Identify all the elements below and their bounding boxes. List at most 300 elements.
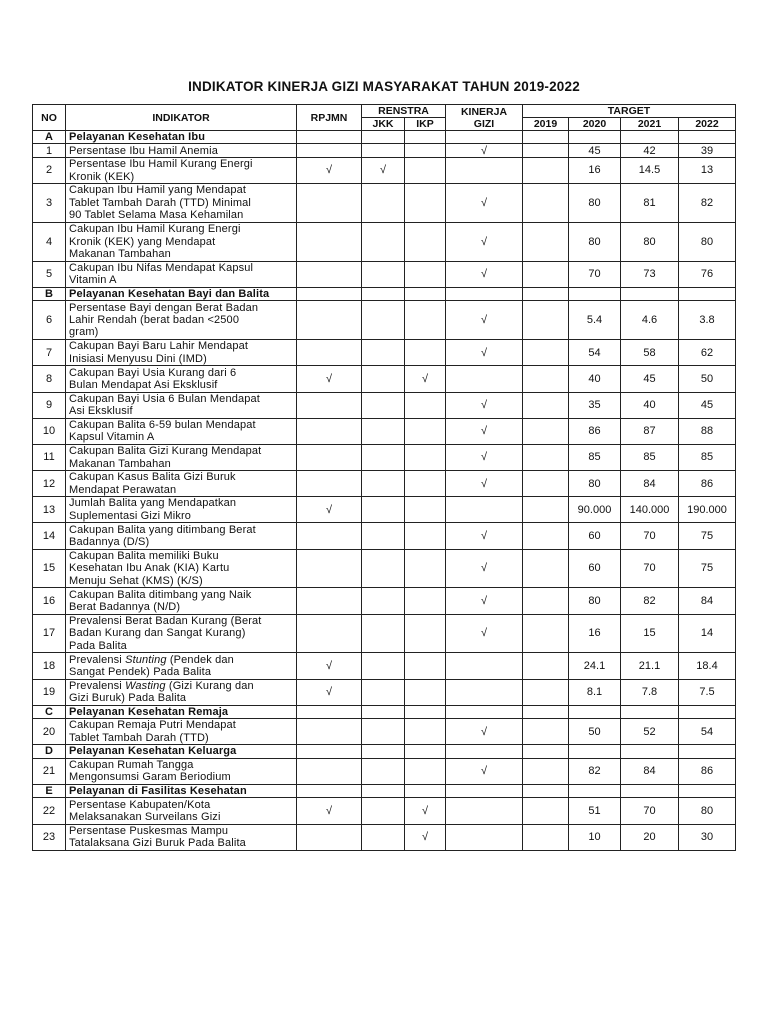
indicator-line: Melaksanakan Surveilans Gizi <box>69 811 221 824</box>
italic-term: Stunting <box>125 653 167 666</box>
section-title: Pelayanan Kesehatan Ibu <box>66 131 297 144</box>
empty-cell <box>405 785 446 798</box>
target-2021: 70 <box>621 549 679 588</box>
empty-cell <box>569 287 621 300</box>
target-2022: 86 <box>679 471 736 497</box>
ikp-check <box>405 444 446 470</box>
rpjmn-check <box>297 340 362 366</box>
section-title: Pelayanan di Fasilitas Kesehatan <box>66 785 297 798</box>
target-2022: 75 <box>679 549 736 588</box>
target-2019 <box>523 222 569 261</box>
row-no: 5 <box>33 261 66 287</box>
ikp-check: √ <box>405 824 446 850</box>
indicator-line: Cakupan Balita 6-59 bulan Mendapat <box>69 418 256 431</box>
indicator-name <box>66 184 297 223</box>
kinerja-gizi-check: √ <box>446 549 523 588</box>
kinerja-gizi-check: √ <box>446 523 523 549</box>
target-2019 <box>523 471 569 497</box>
empty-cell <box>569 705 621 718</box>
target-2022: 86 <box>679 758 736 784</box>
table-body <box>33 131 736 851</box>
target-2022: 80 <box>679 798 736 824</box>
kinerja-gizi-check <box>446 798 523 824</box>
header-indikator: INDIKATOR <box>66 105 297 131</box>
target-2020: 82 <box>569 758 621 784</box>
jkk-check <box>362 392 405 418</box>
row-no: 6 <box>33 301 66 340</box>
target-2021: 82 <box>621 588 679 614</box>
target-2021: 58 <box>621 340 679 366</box>
empty-cell <box>297 287 362 300</box>
indicator-line: Menuju Sehat (KMS) (K/S) <box>69 574 203 587</box>
ikp-check <box>405 523 446 549</box>
target-2022: 85 <box>679 444 736 470</box>
rpjmn-check: √ <box>297 798 362 824</box>
rpjmn-check: √ <box>297 158 362 184</box>
indicator-line: Mengonsumsi Garam Beriodium <box>69 771 231 784</box>
kinerja-gizi-check <box>446 158 523 184</box>
empty-cell <box>446 705 523 718</box>
indicator-line: Kronik (KEK) yang Mendapat <box>69 235 216 248</box>
empty-cell <box>523 131 569 144</box>
empty-cell <box>297 131 362 144</box>
kinerja-gizi-check: √ <box>446 261 523 287</box>
table-row <box>33 758 736 784</box>
empty-cell <box>621 131 679 144</box>
target-2022: 39 <box>679 144 736 158</box>
target-2020: 80 <box>569 588 621 614</box>
empty-cell <box>446 785 523 798</box>
row-no: 3 <box>33 184 66 223</box>
jkk-check <box>362 301 405 340</box>
target-2020: 85 <box>569 444 621 470</box>
indicator-line: Cakupan Balita yang ditimbang Berat <box>69 523 256 536</box>
target-2021: 73 <box>621 261 679 287</box>
kinerja-gizi-check: √ <box>446 471 523 497</box>
empty-cell <box>446 745 523 758</box>
indicator-line: Vitamin A <box>69 274 117 287</box>
target-2019 <box>523 523 569 549</box>
target-2019 <box>523 184 569 223</box>
indicator-line: Badannya (D/S) <box>69 536 150 549</box>
empty-cell <box>297 745 362 758</box>
empty-cell <box>405 287 446 300</box>
target-2020: 16 <box>569 158 621 184</box>
indicator-line: Cakupan Bayi Usia 6 Bulan Mendapat <box>69 392 260 405</box>
target-2019 <box>523 588 569 614</box>
section-title: Pelayanan Kesehatan Remaja <box>66 705 297 718</box>
target-2021: 40 <box>621 392 679 418</box>
empty-cell <box>569 785 621 798</box>
header-2022: 2022 <box>679 118 736 131</box>
target-2020: 80 <box>569 184 621 223</box>
target-2019 <box>523 653 569 679</box>
table-row <box>33 444 736 470</box>
indicator-line: Cakupan Ibu Hamil Kurang Energi <box>69 223 241 236</box>
ikp-check: √ <box>405 366 446 392</box>
table-row <box>33 497 736 523</box>
kinerja-gizi-check: √ <box>446 719 523 745</box>
row-no: 1 <box>33 144 66 158</box>
header-renstra: RENSTRA <box>362 105 446 118</box>
rpjmn-check <box>297 824 362 850</box>
jkk-check <box>362 471 405 497</box>
row-no: 2 <box>33 158 66 184</box>
target-2022: 7.5 <box>679 679 736 705</box>
empty-cell <box>405 131 446 144</box>
kinerja-gizi-check: √ <box>446 444 523 470</box>
kinerja-gizi-check: √ <box>446 184 523 223</box>
target-2021: 84 <box>621 471 679 497</box>
table-header <box>33 105 736 131</box>
jkk-check <box>362 222 405 261</box>
jkk-check <box>362 418 405 444</box>
rpjmn-check: √ <box>297 653 362 679</box>
target-2019 <box>523 614 569 653</box>
target-2021: 52 <box>621 719 679 745</box>
jkk-check <box>362 824 405 850</box>
target-2021: 21.1 <box>621 653 679 679</box>
indicator-line: Bulan Mendapat Asi Eksklusif <box>69 378 218 391</box>
header-ikp: IKP <box>405 118 446 131</box>
empty-cell <box>446 287 523 300</box>
empty-cell <box>569 131 621 144</box>
indicator-line: Cakupan Remaja Putri Mendapat <box>69 719 236 732</box>
target-2019 <box>523 301 569 340</box>
ikp-check <box>405 184 446 223</box>
target-2020: 8.1 <box>569 679 621 705</box>
ikp-check <box>405 758 446 784</box>
indicator-line: Tablet Tambah Darah (TTD) Minimal <box>69 196 252 209</box>
indicator-line: Mendapat Perawatan <box>69 483 177 496</box>
table-row <box>33 418 736 444</box>
empty-cell <box>362 705 405 718</box>
table-row <box>33 392 736 418</box>
row-no: 18 <box>33 653 66 679</box>
kinerja-gizi-check: √ <box>446 588 523 614</box>
table-row <box>33 588 736 614</box>
header-2021: 2021 <box>621 118 679 131</box>
row-no: 12 <box>33 471 66 497</box>
indicator-line: Cakupan Bayi Usia Kurang dari 6 <box>69 366 237 379</box>
section-title: Pelayanan Kesehatan Keluarga <box>66 745 297 758</box>
target-2021: 81 <box>621 184 679 223</box>
kinerja-gizi-check: √ <box>446 222 523 261</box>
target-2022: 54 <box>679 719 736 745</box>
indicator-line: Kronik (KEK) <box>69 170 135 183</box>
section-code: D <box>33 745 66 758</box>
indicator-name <box>66 366 297 392</box>
target-2019 <box>523 158 569 184</box>
target-2022: 13 <box>679 158 736 184</box>
rpjmn-check <box>297 719 362 745</box>
section-row <box>33 287 736 300</box>
target-2020: 45 <box>569 144 621 158</box>
target-2021: 87 <box>621 418 679 444</box>
rpjmn-check <box>297 549 362 588</box>
row-no: 19 <box>33 679 66 705</box>
indicator-name <box>66 392 297 418</box>
ikp-check <box>405 301 446 340</box>
row-no: 22 <box>33 798 66 824</box>
indicator-line: gram) <box>69 326 99 339</box>
target-2021: 70 <box>621 798 679 824</box>
ikp-check <box>405 144 446 158</box>
section-code: C <box>33 705 66 718</box>
row-no: 21 <box>33 758 66 784</box>
target-2022: 45 <box>679 392 736 418</box>
empty-cell <box>362 287 405 300</box>
target-2020: 86 <box>569 418 621 444</box>
kinerja-gizi-check: √ <box>446 614 523 653</box>
indicator-line: Prevalensi Wasting (Gizi Kurang dan <box>69 679 254 692</box>
target-2019 <box>523 798 569 824</box>
table-row <box>33 523 736 549</box>
target-2020: 24.1 <box>569 653 621 679</box>
indicator-line: Pada Balita <box>69 639 127 652</box>
target-2019 <box>523 497 569 523</box>
empty-cell <box>679 705 736 718</box>
target-2022: 82 <box>679 184 736 223</box>
header-kinerja-gizi <box>446 105 523 131</box>
header-target: TARGET <box>523 105 736 118</box>
indicator-line: Prevalensi Berat Badan Kurang (Berat <box>69 614 262 627</box>
indicator-line: Lahir Rendah (berat badan <2500 <box>69 314 240 327</box>
ikp-check: √ <box>405 798 446 824</box>
header-rpjmn: RPJMN <box>297 105 362 131</box>
jkk-check <box>362 366 405 392</box>
indicator-name <box>66 471 297 497</box>
section-row <box>33 785 736 798</box>
jkk-check <box>362 261 405 287</box>
rpjmn-check <box>297 301 362 340</box>
empty-cell <box>679 287 736 300</box>
jkk-check <box>362 798 405 824</box>
kinerja-gizi-check: √ <box>446 301 523 340</box>
target-2020: 51 <box>569 798 621 824</box>
document-title: INDIKATOR KINERJA GIZI MASYARAKAT TAHUN 2019-2022 <box>188 79 580 94</box>
table-row <box>33 679 736 705</box>
header-kinerja: KINERJA <box>460 105 508 118</box>
empty-cell <box>446 131 523 144</box>
indicator-name <box>66 261 297 287</box>
rpjmn-check <box>297 222 362 261</box>
empty-cell <box>679 785 736 798</box>
target-2021: 45 <box>621 366 679 392</box>
target-2020: 80 <box>569 471 621 497</box>
jkk-check <box>362 184 405 223</box>
kinerja-gizi-check <box>446 653 523 679</box>
rpjmn-check <box>297 444 362 470</box>
section-code: A <box>33 131 66 144</box>
indicator-name <box>66 679 297 705</box>
indicator-line: Cakupan Balita Gizi Kurang Mendapat <box>69 445 262 458</box>
ikp-check <box>405 497 446 523</box>
section-row <box>33 131 736 144</box>
jkk-check <box>362 758 405 784</box>
jkk-check <box>362 679 405 705</box>
ikp-check <box>405 392 446 418</box>
table-row <box>33 824 736 850</box>
rpjmn-check <box>297 392 362 418</box>
empty-cell <box>569 745 621 758</box>
target-2020: 16 <box>569 614 621 653</box>
target-2022: 18.4 <box>679 653 736 679</box>
indicator-line: Cakupan Balita memiliki Buku <box>69 549 219 562</box>
row-no: 23 <box>33 824 66 850</box>
indicator-name <box>66 549 297 588</box>
target-2021: 140.000 <box>621 497 679 523</box>
indicator-line: Kesehatan Ibu Anak (KIA) Kartu <box>69 562 230 575</box>
target-2019 <box>523 261 569 287</box>
italic-term: Wasting <box>125 679 166 692</box>
indicator-line: Gizi Buruk) Pada Balita <box>69 692 187 705</box>
target-2020: 35 <box>569 392 621 418</box>
section-row <box>33 745 736 758</box>
indicator-line: Sangat Pendek) Pada Balita <box>69 666 212 679</box>
ikp-check <box>405 679 446 705</box>
indicator-name <box>66 497 297 523</box>
target-2019 <box>523 679 569 705</box>
indicator-name <box>66 824 297 850</box>
indicator-line: Prevalensi Stunting (Pendek dan <box>69 653 234 666</box>
indicator-name <box>66 222 297 261</box>
ikp-check <box>405 340 446 366</box>
indicator-name <box>66 144 297 158</box>
target-2021: 20 <box>621 824 679 850</box>
indicator-line: Cakupan Ibu Nifas Mendapat Kapsul <box>69 261 254 274</box>
target-2022: 50 <box>679 366 736 392</box>
target-2019 <box>523 366 569 392</box>
rpjmn-check <box>297 523 362 549</box>
table-row <box>33 366 736 392</box>
empty-cell <box>679 745 736 758</box>
target-2019 <box>523 758 569 784</box>
kinerja-gizi-check: √ <box>446 144 523 158</box>
rpjmn-check: √ <box>297 497 362 523</box>
indicator-name <box>66 523 297 549</box>
target-2022: 75 <box>679 523 736 549</box>
target-2021: 15 <box>621 614 679 653</box>
target-2019 <box>523 392 569 418</box>
indicator-name <box>66 340 297 366</box>
kinerja-gizi-check: √ <box>446 340 523 366</box>
indicator-name <box>66 158 297 184</box>
indicator-line: Persentase Ibu Hamil Kurang Energi <box>69 158 253 171</box>
jkk-check <box>362 523 405 549</box>
rpjmn-check: √ <box>297 679 362 705</box>
indicator-name <box>66 653 297 679</box>
row-no: 14 <box>33 523 66 549</box>
table-row <box>33 719 736 745</box>
target-2020: 60 <box>569 523 621 549</box>
empty-cell <box>621 287 679 300</box>
indicator-line: Cakupan Rumah Tangga <box>69 759 194 772</box>
empty-cell <box>523 705 569 718</box>
kinerja-gizi-check <box>446 824 523 850</box>
section-row <box>33 705 736 718</box>
table-row <box>33 653 736 679</box>
indicator-line: Berat Badannya (N/D) <box>69 601 181 614</box>
target-2021: 42 <box>621 144 679 158</box>
empty-cell <box>523 287 569 300</box>
header-jkk: JKK <box>362 118 405 131</box>
indicator-name <box>66 444 297 470</box>
indicator-line: Persentase Puskesmas Mampu <box>69 824 229 837</box>
indicator-name <box>66 614 297 653</box>
target-2020: 90.000 <box>569 497 621 523</box>
indicator-line: 90 Tablet Selama Masa Kehamilan <box>69 209 244 222</box>
row-no: 11 <box>33 444 66 470</box>
empty-cell <box>621 785 679 798</box>
target-2019 <box>523 719 569 745</box>
jkk-check: √ <box>362 158 405 184</box>
indicator-line: Tablet Tambah Darah (TTD) <box>69 731 209 744</box>
target-2020: 80 <box>569 222 621 261</box>
indicator-table <box>32 104 736 851</box>
table-row <box>33 614 736 653</box>
table-row <box>33 261 736 287</box>
empty-cell <box>621 705 679 718</box>
indicator-line: Suplementasi Gizi Mikro <box>69 509 192 522</box>
row-no: 17 <box>33 614 66 653</box>
table-row <box>33 471 736 497</box>
target-2019 <box>523 549 569 588</box>
kinerja-gizi-check: √ <box>446 418 523 444</box>
indicator-line: Inisiasi Menyusu Dini (IMD) <box>69 352 207 365</box>
target-2019 <box>523 418 569 444</box>
row-no: 9 <box>33 392 66 418</box>
indicator-line: Asi Eksklusif <box>69 405 133 418</box>
target-2020: 60 <box>569 549 621 588</box>
section-code: B <box>33 287 66 300</box>
rpjmn-check <box>297 758 362 784</box>
target-2022: 3.8 <box>679 301 736 340</box>
indicator-line: Makanan Tambahan <box>69 248 171 261</box>
header-no: NO <box>33 105 66 131</box>
jkk-check <box>362 653 405 679</box>
empty-cell <box>362 745 405 758</box>
target-2022: 88 <box>679 418 736 444</box>
target-2022: 14 <box>679 614 736 653</box>
table-row <box>33 340 736 366</box>
target-2021: 84 <box>621 758 679 784</box>
jkk-check <box>362 549 405 588</box>
indicator-line: Cakupan Kasus Balita Gizi Buruk <box>69 471 236 484</box>
ikp-check <box>405 261 446 287</box>
ikp-check <box>405 588 446 614</box>
jkk-check <box>362 588 405 614</box>
target-2022: 76 <box>679 261 736 287</box>
jkk-check <box>362 340 405 366</box>
table-row <box>33 549 736 588</box>
empty-cell <box>362 131 405 144</box>
rpjmn-check <box>297 144 362 158</box>
target-2020: 70 <box>569 261 621 287</box>
table-row <box>33 184 736 223</box>
table-row <box>33 222 736 261</box>
table-row <box>33 144 736 158</box>
empty-cell <box>362 785 405 798</box>
indicator-line: Badan Kurang dan Sangat Kurang) <box>69 627 246 640</box>
kinerja-gizi-check: √ <box>446 758 523 784</box>
kinerja-gizi-check <box>446 679 523 705</box>
header-2019: 2019 <box>523 118 569 131</box>
table-row <box>33 798 736 824</box>
section-title: Pelayanan Kesehatan Bayi dan Balita <box>66 287 297 300</box>
indicator-line: Jumlah Balita yang Mendapatkan <box>69 497 237 510</box>
empty-cell <box>679 131 736 144</box>
